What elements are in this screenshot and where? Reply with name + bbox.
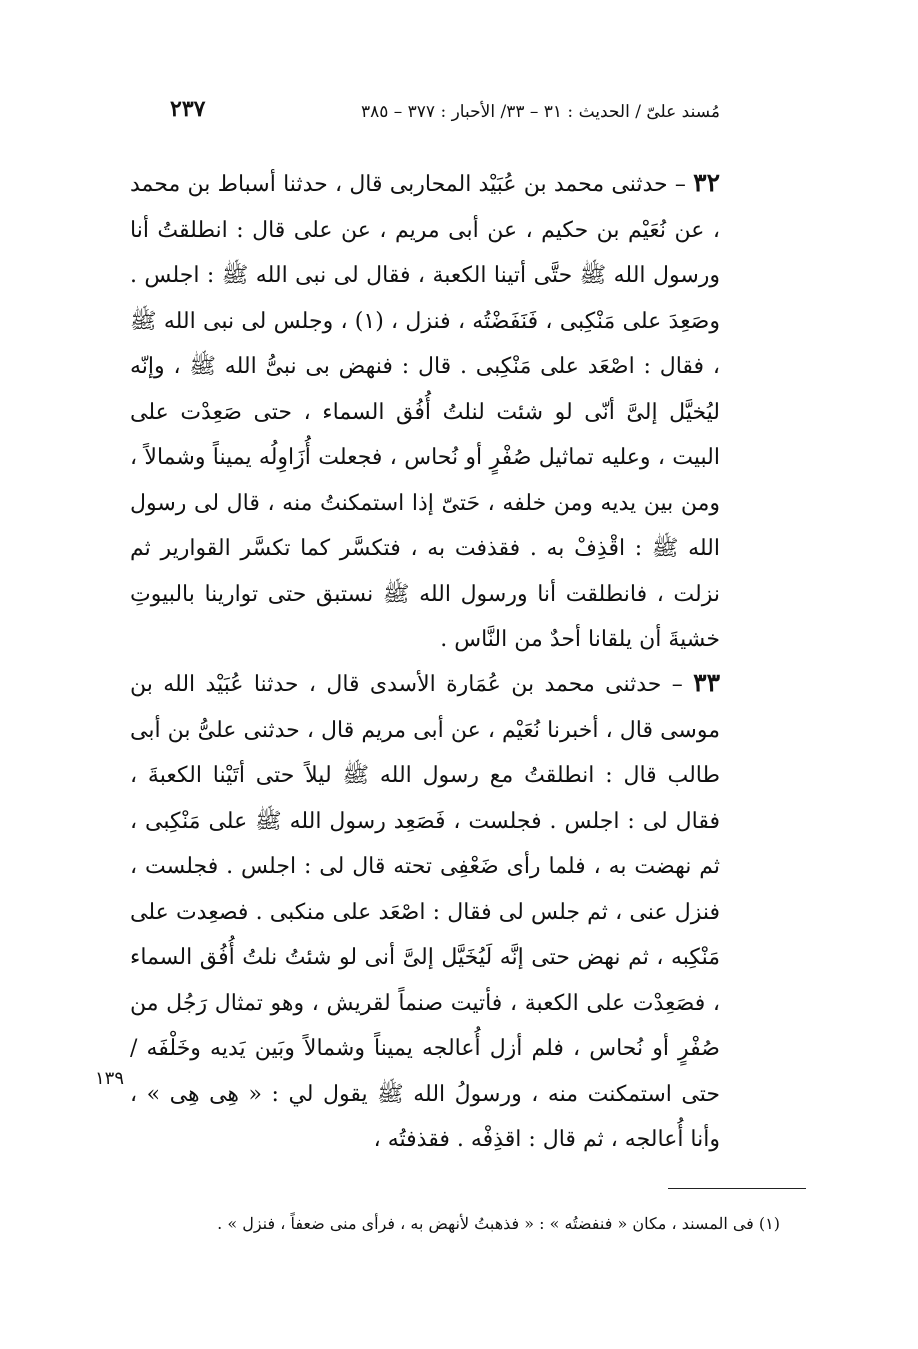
hadith-paragraph — [130, 660, 720, 1163]
hadith-paragraph — [130, 160, 720, 663]
margin-page-reference: ١٣٩ — [95, 1068, 125, 1089]
hadith-32 — [130, 160, 720, 663]
hadith-text: – حدثنى محمد بن عُمَارة الأسدى قال ، حدثنا عُبَيْد الله بن موسى قال ، أخبرنا نُعَيْم ، عن أبى مريم قال ، حدثنى علىُّ بن أبى طالب قال : انطلقتُ مع رسول الله ﷺ ليلاً حتى أتَيْنا الكعبةَ ، فقال لى : اجلس . فجلست ، فَصَعِد رسول الله ﷺ على مَنْكِبى ، ثم نهضت به ، فلما رأى ضَعْفِى تحته قال لى : اجلس . فجلست ، فنزل عنى ، ثم جلس لى فقال : اصْعَد على منكبى . فصعِدت على مَنْكِبه ، ثم نهض حتى إنَّه لَيُخَيَّل إلىَّ أنى لو شئتُ نلتُ أُفُق السماء ، فصَعِدْت على الكعبة ، فأتيت صنماً لقريش ، وهو تمثال رَجُل من صُفْرٍ أو نُحاس ، فلم أزل أُعالجه يميناً وشمالاً وبَين يَديه وخَلْفَه / حتى استمكنت منه ، ورسولُ الله ﷺ يقول لي : « هِى هِى » ، وأنا أُعالجه ، ثم قال : اقذِفْه . فقذفتُه ، — [130, 672, 720, 1152]
footnote-rule — [668, 1188, 806, 1189]
hadith-text: – حدثنى محمد بن عُبَيْد المحاربى قال ، حدثنا أسباط بن محمد ، عن نُعَيْم بن حكيم ، عن أبى مريم ، عن على قال : انطلقتُ أنا ورسول الله ﷺ حتَّى أتينا الكعبة ، فقال لى نبى الله ﷺ : اجلس . وصَعِدَ على مَنْكِبى ، فَنَفَضْتُه ، فنزل ، (١) ، وجلس لى نبى الله ﷺ ، فقال : اصْعَد على مَنْكِبى . قال : فنهض بى نبىُّ الله ﷺ ، وإنّه ليُخيَّل إلىَّ أنّى لو شئت لنلتُ أُفُق السماء ، حتى صَعِدْت على البيت ، وعليه تماثيل صُفْرٍ أو نُحاس ، فجعلت أُزَاوِلُه يميناً وشمالاً ، ومن بين يديه ومن خلفه ، حَتىّ إذا استمكنتُ منه ، قال لى رسول الله ﷺ : اقْذِفْ به . فقذفت به ، فتكسَّر كما تكسَّر القوارير ثم نزلت ، فانطلقت أنا ورسول الله ﷺ نستبق حتى توارينا بالبيوتِ خشيةَ أن يلقانا أحدٌ من النَّاس . — [130, 172, 720, 652]
running-title: مُسند علىّ / الحديث : ٣١ – ٣٣/ الأحبار : ٣٧٧ – ٣٨٥ — [360, 102, 720, 122]
footnote: (١) فى المسند ، مكان « فنفضتُه » : « فذهبتُ لأنهض به ، فرأى منى ضعفاً ، فنزل » . — [217, 1214, 780, 1233]
hadith-number: ٣٢ — [693, 168, 721, 197]
hadith-number: ٣٣ — [693, 668, 720, 697]
page-number: ٢٣٧ — [170, 96, 206, 122]
hadith-33 — [130, 660, 720, 1163]
running-header — [160, 96, 720, 130]
